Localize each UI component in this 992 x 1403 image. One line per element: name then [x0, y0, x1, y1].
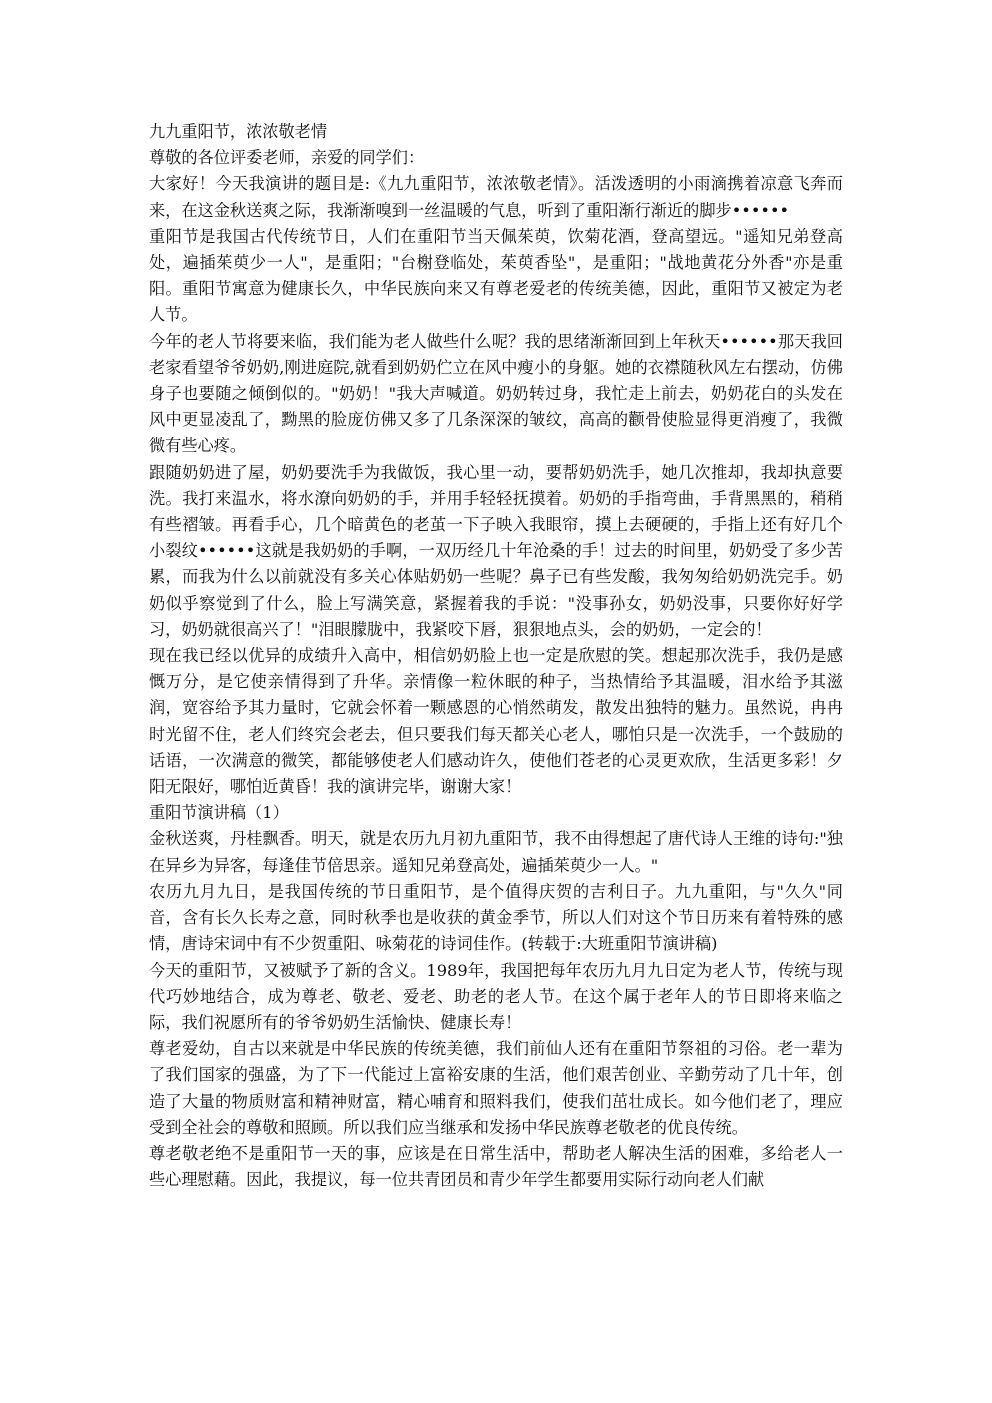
paragraph: 今天的重阳节，又被赋予了新的含义。1989年，我国把每年农历九月九日定为老人节，传统与现代巧妙地结合，成为尊老、敬老、爱老、助老的老人节。在这个属于老年人的节日即将来临之际，我们祝愿所有的爷爷奶奶生活愉快、健康长寿！	[149, 960, 843, 1032]
salutation: 尊敬的各位评委老师，亲爱的同学们：	[149, 148, 425, 168]
paragraph: 重阳节是我国古代传统节日，人们在重阳节当天佩茱萸，饮菊花酒，登高望远。"遥知兄弟登高处，遍插茱萸少一人"，是重阳；"台榭登临处，茱萸香坠"，是重阳；"战地黄花分外香"亦是重阳。重阳节寓意为健康长久，中华民族向来又有尊老爱老的传统美德，因此，重阳节又被定为老人节。	[149, 226, 843, 325]
paragraph: 跟随奶奶进了屋，奶奶要洗手为我做饭，我心里一动，要帮奶奶洗手，她几次推却，我却执意要洗。我打来温水，将水潦向奶奶的手，并用手轻轻抚摸着。奶奶的手指弯曲，手背黑黑的，稍稍有些褶皱。再看手心，几个暗黄色的老茧一下子映入我眼帘，摸上去硬硬的，手指上还有好几个小裂纹••••••这就是我奶奶的手啊，一双历经几十年沧桑的手！过去的时间里，奶奶受了多少苦累，而我为什么以前就没有多关心体贴奶奶一些呢？鼻子已有些发酸，我匆匆给奶奶洗完手。奶奶似乎察觉到了什么，脸上写满笑意，紧握着我的手说："没事孙女，奶奶没事，只要你好好学习，奶奶就很高兴了！"泪眼朦胧中，我紧咬下唇，狠狠地点头，会的奶奶，一定会的！	[149, 462, 843, 639]
paragraph: 大家好！今天我演讲的题目是:《九九重阳节，浓浓敬老情》。活泼透明的小雨滴携着凉意飞奔而来，在这金秋送爽之际，我渐渐嗅到一丝温暖的气息，听到了重阳渐行渐近的脚步••••••	[149, 174, 843, 220]
paragraph: 尊老爱幼，自古以来就是中华民族的传统美德，我们前仙人还有在重阳节祭祖的习俗。老一辈为了我们国家的强盛，为了下一代能过上富裕安康的生活，他们艰苦创业、辛勤劳动了几十年，创造了大量的物质财富和精神财富，精心哺育和照料我们，使我们茁壮成长。如今他们老了，理应受到全社会的尊敬和照顾。所以我们应当继承和发扬中华民族尊老敬老的优良传统。	[149, 1039, 843, 1137]
paragraph: 今年的老人节将要来临，我们能为老人做些什么呢？我的思绪渐渐回到上年秋天••••••那天我回老家看望爷爷奶奶,刚进庭院,就看到奶奶伫立在风中瘦小的身躯。她的衣襟随秋风左右摆动，仿佛身子也要随之倾倒似的。"奶奶！"我大声喊道。奶奶转过身，我忙走上前去，奶奶花白的头发在风中更显凌乱了，黝黑的脸庞仿佛又多了几条深深的皱纹，高高的颧骨使脸显得更消瘦了，我微微有些心疼。	[149, 331, 843, 456]
document-page	[149, 119, 843, 1193]
doc-title: 九九重阳节，浓浓敬老情	[149, 122, 328, 141]
paragraph: 农历九月九日，是我国传统的节日重阳节，是个值得庆贺的吉利日子。九九重阳，与"久久"同音，含有长久长寿之意，同时秋季也是收获的黄金季节，所以人们对这个节日历来有着特殊的感情，唐诗宋词中有不少贺重阳、咏菊花的诗词佳作。(转载于:大班重阳节演讲稿)	[149, 881, 843, 954]
paragraph: 金秋送爽，丹桂飘香。明天，就是农历九月初九重阳节，我不由得想起了唐代诗人王维的诗句:"独在异乡为异客，每逢佳节倍思亲。遥知兄弟登高处，遍插茱萸少一人。"	[149, 829, 843, 875]
paragraph: 现在我已经以优异的成绩升入高中，相信奶奶脸上也一定是欣慰的笑。想起那次洗手，我仍是感慨万分，是它使亲情得到了升华。亲情像一粒休眠的种子，当热情给予其温暖，泪水给予其滋润，宽容给予其力量时，它就会怀着一颗感恩的心悄然萌发，散发出独特的魅力。虽然说，冉冉时光留不住，老人们终究会老去，但只要我们每天都关心老人，哪怕只是一次洗手，一个鼓励的话语，一次满意的微笑，都能够使老人们感动许久，使他们苍老的心灵更欢欣，生活更多彩！夕阳无限好，哪怕近黄昏！我的演讲完毕，谢谢大家！	[149, 646, 843, 797]
paragraph: 尊老敬老绝不是重阳节一天的事，应该是在日常生活中，帮助老人解决生活的困难，多给老人一些心理慰藉。因此，我提议，每一位共青团员和青少年学生都要用实际行动向老人们献	[149, 1143, 843, 1190]
section-heading: 重阳节演讲稿（1）	[149, 803, 289, 823]
